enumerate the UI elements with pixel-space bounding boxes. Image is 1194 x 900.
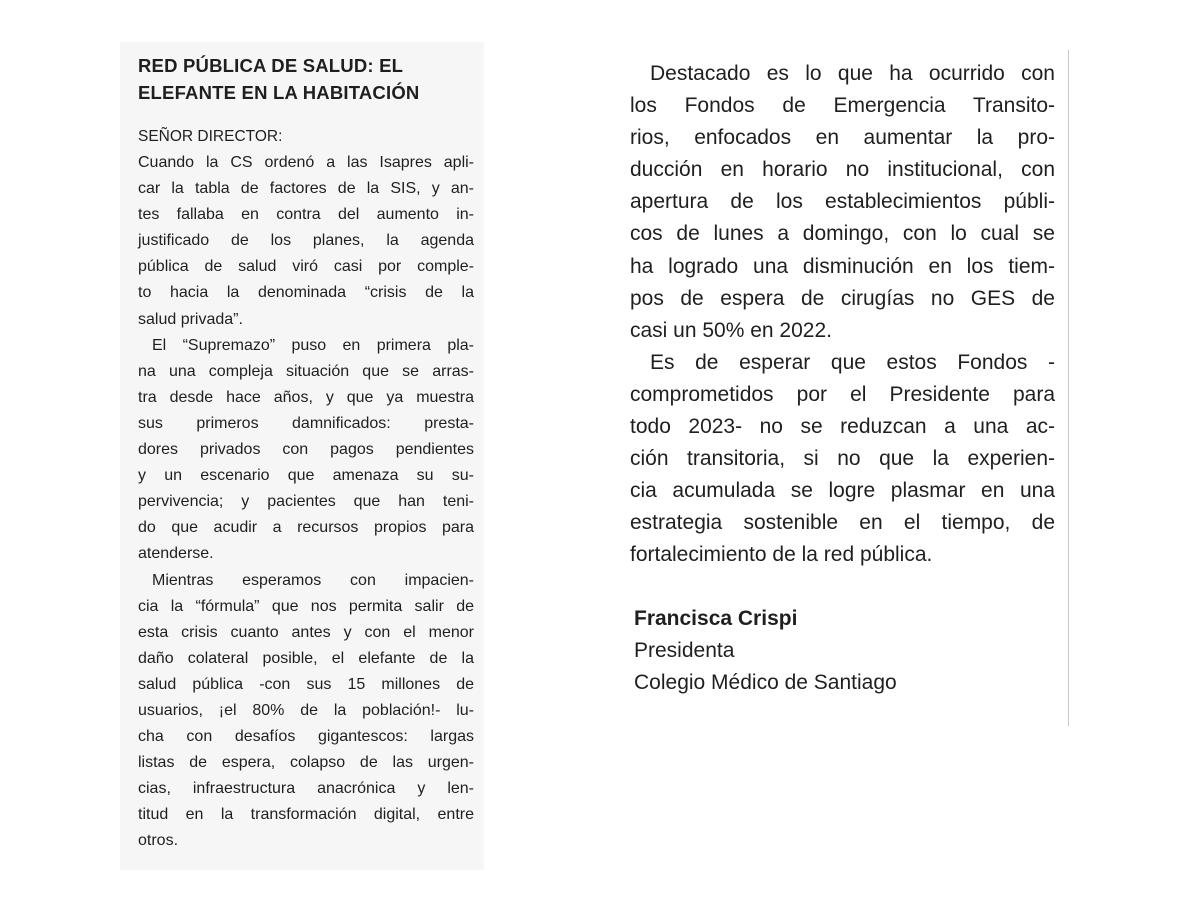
text-line: justificado de los planes, la agenda bbox=[138, 232, 474, 250]
paragraph-4 bbox=[630, 58, 1055, 347]
text-line: salud pública -con sus 15 millones de bbox=[138, 675, 474, 693]
text-line: ducción en horario no institucional, con bbox=[630, 158, 1055, 182]
text-line: listas de espera, colapso de las urgen- bbox=[138, 754, 474, 772]
paragraph-1 bbox=[138, 150, 474, 333]
text-line: los Fondos de Emergencia Transito- bbox=[630, 94, 1055, 118]
text-line: to hacia la denominada “crisis de la bbox=[138, 284, 474, 302]
text-line: ha logrado una disminución en los tiem- bbox=[630, 254, 1055, 278]
text-line: titud en la transformación digital, entre bbox=[138, 806, 474, 824]
headline-line: RED PÚBLICA DE SALUD: EL bbox=[138, 55, 404, 76]
paragraph-5 bbox=[630, 347, 1055, 572]
text-line: cias, infraestructura anacrónica y len- bbox=[138, 780, 474, 798]
text-line: cia la “fórmula” que nos permita salir de bbox=[138, 597, 474, 615]
salutation: SEÑOR DIRECTOR: bbox=[138, 128, 283, 145]
text-line: pos de espera de cirugías no GES de bbox=[630, 286, 1055, 310]
text-line: car la tabla de factores de la SIS, y an- bbox=[138, 180, 474, 198]
text-line: salud privada”. bbox=[138, 310, 243, 328]
text-line: tra desde hace años, y que ya muestra bbox=[138, 388, 474, 406]
text-line: Es de esperar que estos Fondos - bbox=[650, 350, 1055, 374]
text-line: cia acumulada se logre plasmar en una bbox=[630, 479, 1055, 503]
text-line: todo 2023- no se reduzcan a una ac- bbox=[630, 415, 1055, 439]
text-line: comprometidos por el Presidente para bbox=[630, 382, 1055, 406]
text-line: rios, enfocados en aumentar la pro- bbox=[630, 126, 1055, 150]
text-line: El “Supremazo” puso en primera pla- bbox=[152, 336, 474, 354]
text-line: apertura de los establecimientos públi- bbox=[630, 190, 1055, 214]
text-line: estrategia sostenible en el tiempo, de bbox=[630, 511, 1055, 535]
text-line: atenderse. bbox=[138, 545, 214, 563]
text-line: y un escenario que amenaza su su- bbox=[138, 467, 474, 485]
text-line: na una compleja situación que se arras- bbox=[138, 362, 474, 380]
signature-organization: Colegio Médico de Santiago bbox=[634, 671, 897, 694]
text-line: Destacado es lo que ha ocurrido con bbox=[650, 62, 1055, 85]
text-line: sus primeros damnificados: presta- bbox=[138, 414, 474, 432]
signature-role: Presidenta bbox=[634, 639, 735, 662]
text-line: dores privados con pagos pendientes bbox=[138, 441, 474, 459]
text-line: Cuando la CS ordenó a las Isapres apli- bbox=[138, 154, 474, 171]
headline-line: ELEFANTE EN LA HABITACIÓN bbox=[138, 82, 420, 103]
text-line: ción transitoria, si no que la experien- bbox=[630, 447, 1055, 471]
column-divider bbox=[1068, 50, 1069, 726]
paragraph-2 bbox=[138, 333, 474, 568]
text-line: fortalecimiento de la red pública. bbox=[630, 543, 933, 567]
text-line: do que acudir a recursos propios para bbox=[138, 519, 474, 537]
text-line: pública de salud viró casi por comple- bbox=[138, 258, 474, 276]
text-line: esta crisis cuanto antes y con el menor bbox=[138, 623, 474, 641]
text-line: cos de lunes a domingo, con lo cual se bbox=[630, 222, 1055, 246]
text-line: otros. bbox=[138, 832, 179, 850]
paragraph-3 bbox=[138, 568, 474, 855]
letter-column-right bbox=[630, 58, 1055, 572]
text-line: usuarios, ¡el 80% de la población!- lu- bbox=[138, 701, 474, 719]
headline bbox=[138, 52, 474, 106]
text-line: casi un 50% en 2022. bbox=[630, 318, 832, 342]
text-line: cha con desafíos gigantescos: largas bbox=[138, 728, 474, 746]
text-line: tes fallaba en contra del aumento in- bbox=[138, 206, 474, 224]
text-line: pervivencia; y pacientes que han teni- bbox=[138, 493, 474, 511]
signature-name: Francisca Crispi bbox=[634, 607, 798, 630]
signature-block bbox=[634, 603, 1054, 699]
text-line: daño colateral posible, el elefante de la bbox=[138, 649, 474, 667]
text-line: Mientras esperamos con impacien- bbox=[152, 571, 474, 589]
letter-column-left bbox=[120, 42, 484, 870]
